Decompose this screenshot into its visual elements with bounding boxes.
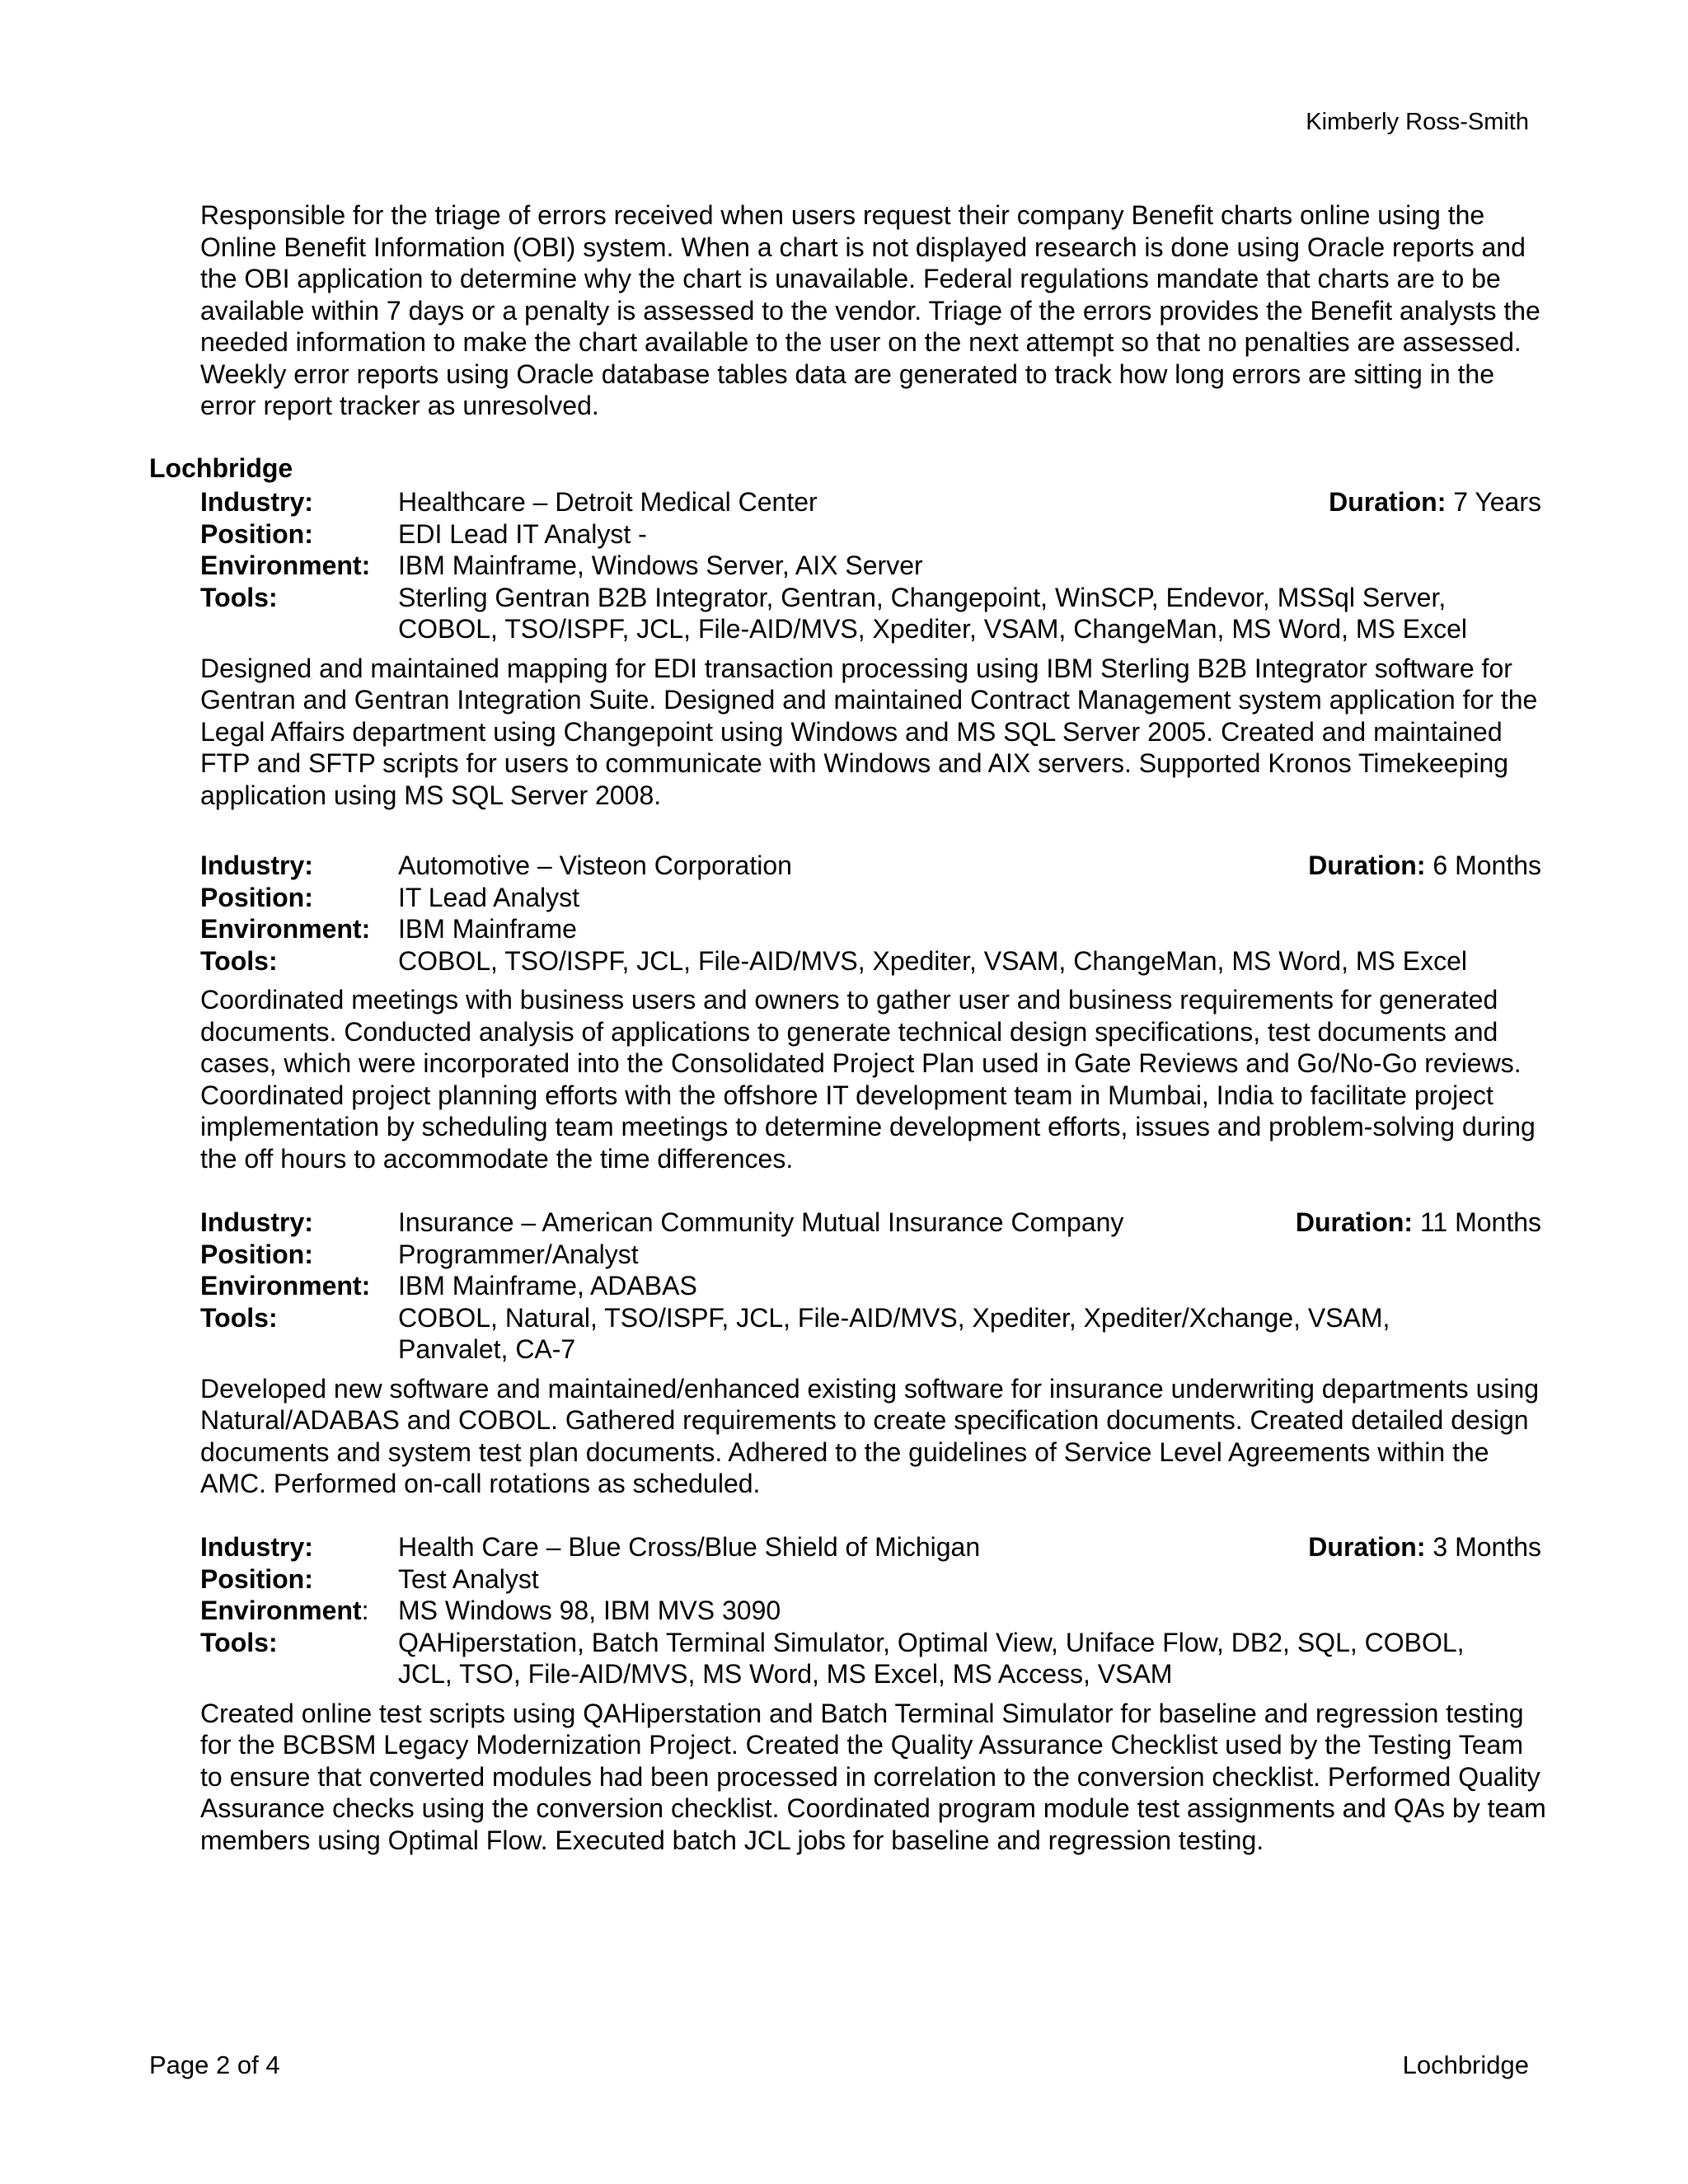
tools-line-2: COBOL, TSO/ISPF, JCL, File-AID/MVS, Xpediter, VSAM, ChangeMan, MS Word, MS Excel bbox=[398, 614, 1468, 644]
industry-value: Insurance – American Community Mutual Insurance Company bbox=[398, 1207, 1124, 1237]
industry-value: Health Care – Blue Cross/Blue Shield of Michigan bbox=[398, 1532, 981, 1562]
environment-value: IBM Mainframe, Windows Server, AIX Server bbox=[398, 551, 923, 580]
tools-line-1: Sterling Gentran B2B Integrator, Gentran, Changepoint, WinSCP, Endevor, MSSql Server, bbox=[398, 582, 1447, 612]
environment-label: Environment: bbox=[200, 914, 371, 944]
position-row bbox=[200, 518, 1541, 551]
footer-company: Lochbridge bbox=[1402, 2050, 1529, 2079]
industry-row bbox=[200, 486, 1541, 518]
industry-value: Healthcare – Detroit Medical Center bbox=[398, 487, 818, 517]
job-entry-3 bbox=[200, 1207, 1541, 1500]
tools-label: Tools: bbox=[200, 1627, 278, 1657]
tools-value: COBOL, TSO/ISPF, JCL, File-AID/MVS, Xpediter, VSAM, ChangeMan, MS Word, MS Excel bbox=[398, 945, 1468, 976]
position-label: Position: bbox=[200, 882, 313, 912]
duration-label: Duration: bbox=[1308, 851, 1426, 880]
environment-row bbox=[200, 1270, 1541, 1302]
position-value: EDI Lead IT Analyst - bbox=[398, 518, 647, 549]
duration-value: 3 Months bbox=[1432, 1532, 1541, 1562]
header-name: Kimberly Ross-Smith bbox=[1306, 109, 1529, 135]
industry-label: Industry: bbox=[200, 487, 313, 517]
tools-value bbox=[398, 1627, 1541, 1690]
duration-value: 11 Months bbox=[1419, 1207, 1541, 1237]
position-label: Position: bbox=[200, 518, 313, 549]
intro-paragraph: Responsible for the triage of errors received when users request their company Benefit charts online using the Online Benefit Information (OBI) system. When a chart is not displayed research is done using Oracle reports and the OBI application to determine why the chart is unavailable. Federal regulations mandate that charts are to be available within 7 days or a penalty is assessed to the vendor. Triage of the errors provides the Benefit analysts the needed information to make the chart available to the user on the next attempt so that no penalties are assessed. Weekly error reports using Oracle database tables data are generated to track how long errors are sitting in the error report tracker as unresolved. bbox=[200, 200, 1540, 420]
tools-row bbox=[200, 945, 1541, 977]
environment-row bbox=[200, 550, 1541, 582]
tools-label: Tools: bbox=[200, 945, 278, 976]
position-value: Programmer/Analyst bbox=[398, 1239, 639, 1269]
tools-row bbox=[200, 582, 1541, 645]
environment-value: MS Windows 98, IBM MVS 3090 bbox=[398, 1596, 781, 1625]
duration bbox=[1308, 1531, 1541, 1563]
duration-value: 6 Months bbox=[1432, 851, 1541, 880]
industry-row bbox=[200, 1531, 1541, 1563]
duration bbox=[1329, 486, 1541, 518]
environment-value: IBM Mainframe, ADABAS bbox=[398, 1271, 697, 1301]
tools-row bbox=[200, 1302, 1541, 1366]
position-value: IT Lead Analyst bbox=[398, 882, 579, 912]
environment-row bbox=[200, 1595, 1541, 1627]
position-value: Test Analyst bbox=[398, 1563, 539, 1594]
industry-label: Industry: bbox=[200, 1532, 313, 1562]
tools-label: Tools: bbox=[200, 1302, 278, 1333]
position-label: Position: bbox=[200, 1563, 313, 1594]
tools-line-2: Panvalet, CA-7 bbox=[398, 1334, 576, 1364]
duration bbox=[1308, 850, 1541, 882]
job-description: Coordinated meetings with business users and owners to gather user and business requirements for generated documents. Conducted analysis of applications to generate technical design specifications, test documents and cases, which were incorporated into the Consolidated Project Plan used in Gate Reviews and Go/No-Go reviews. Coordinated project planning efforts with the offshore IT development team in Mumbai, India to facilitate project implementation by scheduling team meetings to determine development efforts, issues and problem-solving during the off hours to accommodate the time differences. bbox=[200, 985, 1536, 1174]
industry-value: Automotive – Visteon Corporation bbox=[398, 851, 792, 880]
company-heading: Lochbridge bbox=[149, 453, 293, 483]
job-entry-1 bbox=[200, 486, 1541, 811]
position-label: Position: bbox=[200, 1239, 313, 1269]
tools-value bbox=[398, 582, 1541, 645]
position-row bbox=[200, 882, 1541, 914]
job-description: Created online test scripts using QAHiperstation and Batch Terminal Simulator for baseline and regression testing for the BCBSM Legacy Modernization Project. Created the Quality Assurance Checklist used by the Testing Team to ensure that converted modules had been processed in correlation to the conversion checklist. Performed Quality Assurance checks using the conversion checklist. Coordinated program module test assignments and QAs by team members using Optimal Flow. Executed batch JCL jobs for baseline and regression testing. bbox=[200, 1698, 1546, 1855]
environment-label bbox=[200, 1595, 398, 1627]
job-entry-4 bbox=[200, 1531, 1546, 1856]
tools-row bbox=[200, 1627, 1541, 1690]
job-description: Designed and maintained mapping for EDI transaction processing using IBM Sterling B2B Integrator software for Gentran and Gentran Integration Suite. Designed and maintained Contract Management system application for the Legal Affairs department using Changepoint using Windows and MS SQL Server 2005. Created and maintained FTP and SFTP scripts for users to communicate with Windows and AIX servers. Supported Kronos Timekeeping application using MS SQL Server 2008. bbox=[200, 653, 1538, 810]
tools-label: Tools: bbox=[200, 582, 278, 612]
environment-label-text: Environment bbox=[200, 1596, 362, 1625]
tools-value bbox=[398, 1302, 1541, 1366]
industry-label: Industry: bbox=[200, 1207, 313, 1237]
industry-row bbox=[200, 1207, 1541, 1239]
environment-label: Environment: bbox=[200, 551, 371, 580]
tools-line-2: JCL, TSO, File-AID/MVS, MS Word, MS Excel, MS Access, VSAM bbox=[398, 1659, 1173, 1689]
duration-label: Duration: bbox=[1329, 487, 1447, 517]
industry-row bbox=[200, 850, 1541, 882]
environment-row bbox=[200, 913, 1541, 945]
duration bbox=[1296, 1207, 1541, 1239]
tools-line-1: QAHiperstation, Batch Terminal Simulator, Optimal View, Uniface Flow, DB2, SQL, COBOL, bbox=[398, 1627, 1465, 1657]
job-entry-2 bbox=[200, 850, 1541, 1174]
position-row bbox=[200, 1239, 1541, 1271]
environment-label-colon: : bbox=[361, 1596, 369, 1625]
footer-page-number: Page 2 of 4 bbox=[149, 2050, 280, 2079]
duration-label: Duration: bbox=[1295, 1207, 1414, 1237]
tools-line-1: COBOL, Natural, TSO/ISPF, JCL, File-AID/MVS, Xpediter, Xpediter/Xchange, VSAM, bbox=[398, 1302, 1390, 1333]
job-description: Developed new software and maintained/enhanced existing software for insurance underwriting departments using Natural/ADABAS and COBOL. Gathered requirements to create specification documents. Created detailed design documents and system test plan documents. Adhered to the guidelines of Service Level Agreements within the AMC. Performed on-call rotations as scheduled. bbox=[200, 1373, 1540, 1498]
duration-label: Duration: bbox=[1308, 1532, 1426, 1562]
position-row bbox=[200, 1563, 1541, 1596]
industry-label: Industry: bbox=[200, 851, 313, 880]
environment-value: IBM Mainframe bbox=[398, 914, 577, 944]
duration-value: 7 Years bbox=[1453, 487, 1541, 517]
environment-label: Environment: bbox=[200, 1271, 371, 1301]
